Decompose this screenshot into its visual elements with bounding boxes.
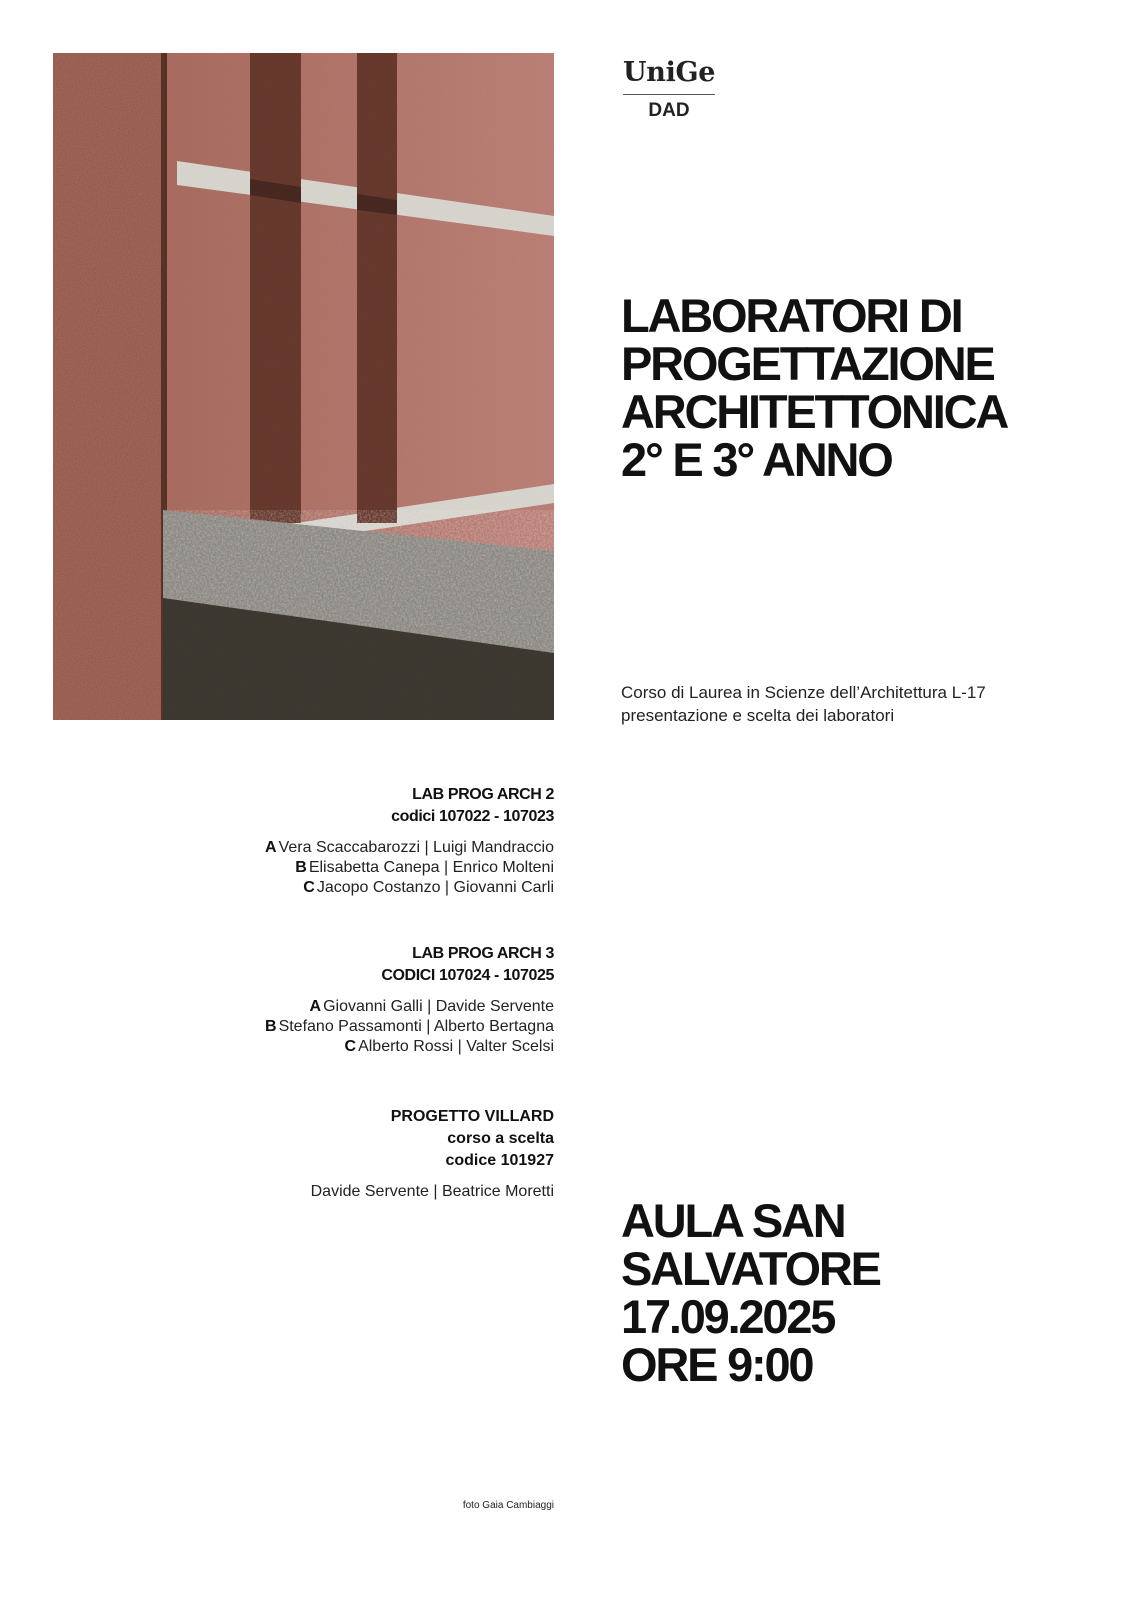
lab-block-arch-2 bbox=[200, 784, 554, 898]
villard-title: PROGETTO VILLARD bbox=[390, 1108, 554, 1125]
lab-title: LAB PROG ARCH 2 bbox=[412, 786, 554, 803]
course-name: Corso di Laurea in Scienze dell’Architettura L-17 bbox=[621, 683, 986, 702]
venue-date-time bbox=[621, 1194, 880, 1391]
course-info bbox=[621, 681, 986, 727]
venue-line: AULA SAN bbox=[621, 1194, 845, 1247]
unige-logo bbox=[623, 56, 715, 122]
section-teachers: Alberto Rossi | Valter Scelsi bbox=[358, 1038, 554, 1055]
course-description: presentazione e scelta dei laboratori bbox=[621, 706, 895, 725]
section-teachers: Stefano Passamonti | Alberto Bertagna bbox=[278, 1018, 554, 1035]
villard-teacher-line: Davide Servente | Beatrice Moretti bbox=[310, 1183, 554, 1200]
title-line: 2° E 3° ANNO bbox=[621, 433, 892, 486]
lab-section bbox=[200, 858, 554, 878]
photo-credit: foto Gaia Cambiaggi bbox=[462, 1500, 554, 1511]
section-teachers: Vera Scaccabarozzi | Luigi Mandraccio bbox=[278, 839, 554, 856]
title-line: ARCHITETTONICA bbox=[621, 385, 1008, 438]
section-letter: C bbox=[303, 879, 315, 896]
section-letter: B bbox=[265, 1018, 277, 1035]
lab-block-arch-3 bbox=[200, 943, 554, 1057]
event-date: 17.09.2025 bbox=[621, 1290, 835, 1343]
section-teachers: Elisabetta Canepa | Enrico Molteni bbox=[308, 859, 554, 876]
lab-teachers bbox=[200, 838, 554, 898]
poster-title bbox=[621, 289, 1008, 486]
lab-heading bbox=[200, 784, 554, 828]
lab-title: LAB PROG ARCH 3 bbox=[412, 945, 554, 962]
title-line: PROGETTAZIONE bbox=[621, 337, 994, 390]
lab-section bbox=[200, 997, 554, 1017]
villard-subtitle: corso a scelta bbox=[447, 1130, 554, 1147]
section-teachers: Jacopo Costanzo | Giovanni Carli bbox=[316, 879, 554, 896]
logo-department: DAD bbox=[648, 100, 690, 121]
logo-divider bbox=[623, 94, 715, 95]
lab-section bbox=[200, 1037, 554, 1057]
villard-teachers bbox=[200, 1182, 554, 1202]
section-letter: C bbox=[344, 1038, 357, 1055]
title-line: LABORATORI DI bbox=[621, 289, 962, 342]
section-letter: A bbox=[309, 998, 322, 1015]
lab-teachers bbox=[200, 997, 554, 1057]
section-letter: B bbox=[295, 859, 307, 876]
villard-code: codice 101927 bbox=[445, 1152, 554, 1169]
villard-block bbox=[200, 1106, 554, 1202]
lab-codes: codici 107022 - 107023 bbox=[391, 808, 554, 825]
lab-heading bbox=[200, 943, 554, 987]
lab-section bbox=[200, 878, 554, 898]
section-teachers: Giovanni Galli | Davide Servente bbox=[323, 998, 554, 1015]
event-time: ORE 9:00 bbox=[621, 1338, 813, 1391]
lab-codes: CODICI 107024 - 107025 bbox=[381, 967, 554, 984]
section-letter: A bbox=[265, 839, 277, 856]
venue-line: SALVATORE bbox=[621, 1242, 880, 1295]
logo-wordmark: UniGe bbox=[623, 57, 716, 88]
villard-heading bbox=[200, 1106, 554, 1172]
architecture-photo bbox=[53, 53, 554, 720]
lab-section bbox=[200, 838, 554, 858]
lab-section bbox=[200, 1017, 554, 1037]
